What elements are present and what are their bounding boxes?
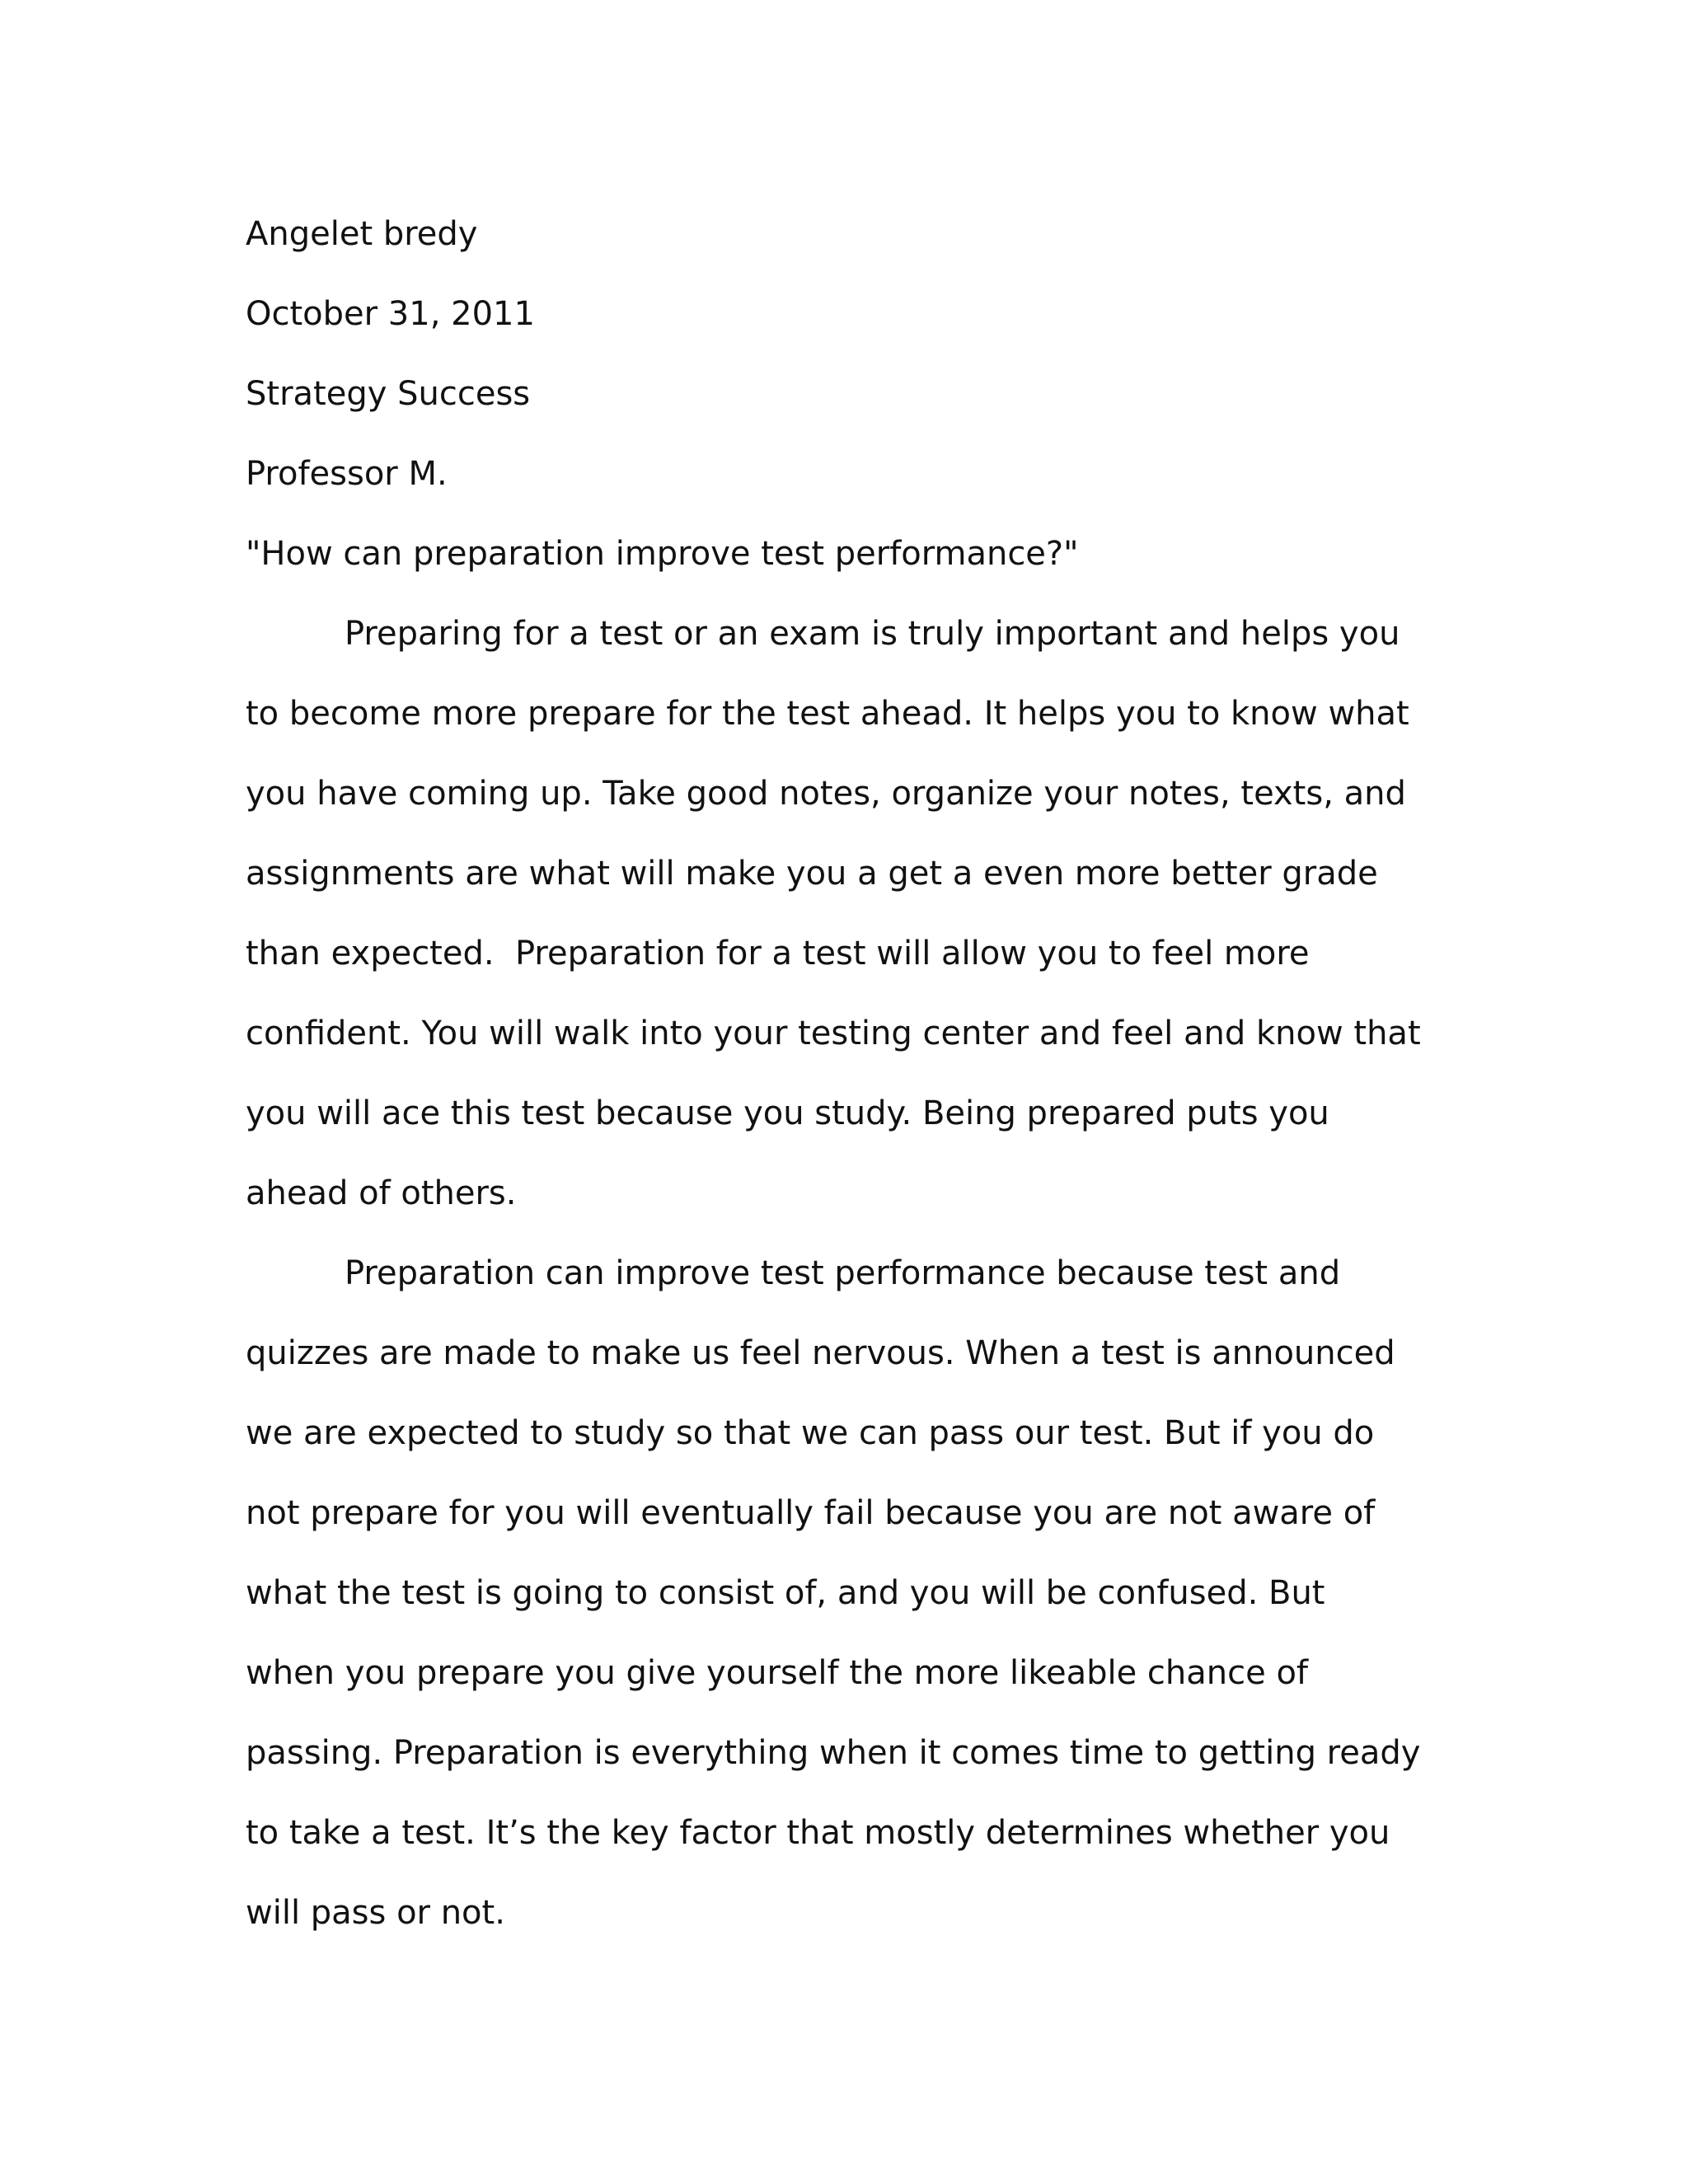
document-date: October 31, 2011 [246,295,535,333]
paragraph-line: passing. Preparation is everything when it comes time to getting ready [246,1734,1421,1772]
paragraph-line: Preparation can improve test performance because test and [345,1254,1341,1292]
paragraph-line: we are expected to study so that we can pass our test. But if you do [246,1414,1375,1452]
document-body [246,194,1432,1953]
course-name: Strategy Success [246,375,531,413]
paragraph-line: you will ace this test because you study. Being prepared puts you [246,1094,1329,1132]
paragraph-line: quizzes are made to make us feel nervous. When a test is announced [246,1334,1395,1372]
paragraph-line: than expected. Preparation for a test will allow you to feel more [246,935,1310,972]
paragraph-line: not prepare for you will eventually fail because you are not aware of [246,1494,1376,1532]
paragraph-line: assignments are what will make you a get a even more better grade [246,855,1378,893]
paragraph-line: when you prepare you give yourself the more likeable chance of [246,1654,1309,1692]
author-name: Angelet bredy [246,215,478,253]
paragraph-line: what the test is going to consist of, and you will be confused. But [246,1574,1325,1612]
paragraph-line: ahead of others. [246,1174,517,1212]
paragraph-line: Preparing for a test or an exam is truly important and helps you [345,615,1400,653]
body-paragraph-1 [246,594,1432,1234]
paragraph-line: to become more prepare for the test ahead. It helps you to know what [246,695,1409,733]
paragraph-line: confident. You will walk into your testing center and feel and know that [246,1015,1421,1052]
body-paragraph-2 [246,1234,1432,1953]
professor-name: Professor M. [246,455,448,493]
paragraph-line: to take a test. It’s the key factor that mostly determines whether you [246,1814,1390,1852]
paragraph-line: will pass or not. [246,1894,505,1932]
paragraph-line: you have coming up. Take good notes, organize your notes, texts, and [246,775,1406,813]
essay-title: "How can preparation improve test performance?" [246,535,1079,573]
